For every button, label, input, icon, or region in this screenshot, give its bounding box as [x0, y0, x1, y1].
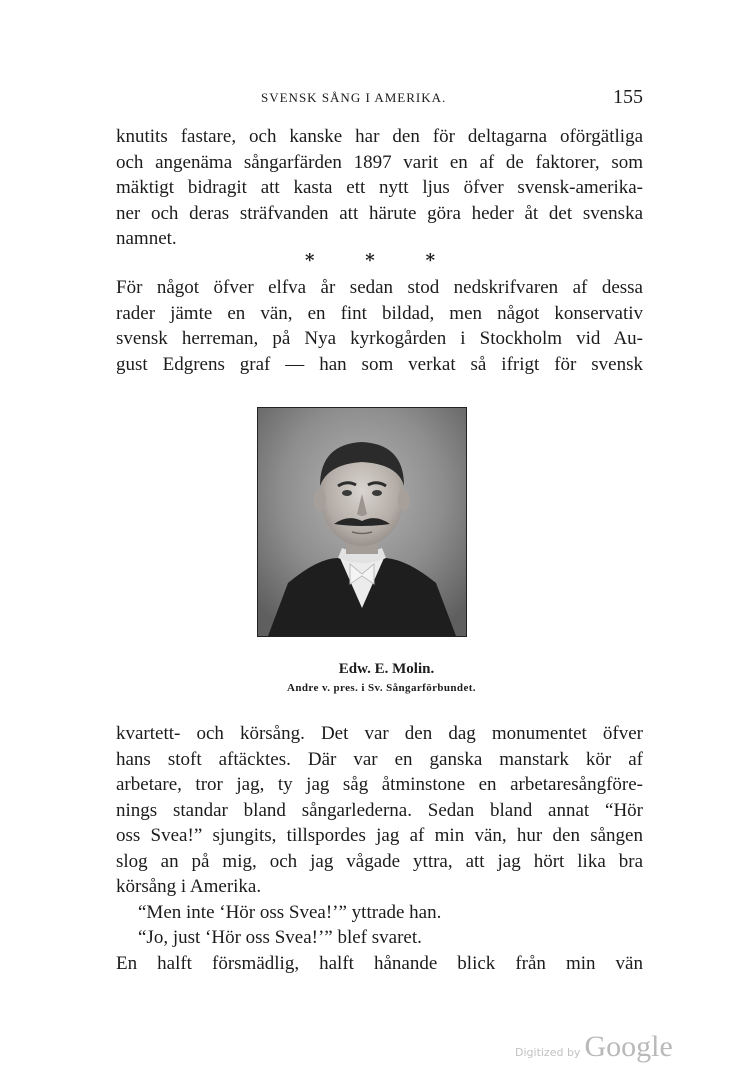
running-title: SVENSK SÅNG I AMERIKA. — [261, 90, 447, 105]
page-header — [113, 86, 643, 110]
text-line: rader jämte en vän, en fint bildad, men något konservativ — [116, 302, 643, 324]
google-logo: Google — [584, 1030, 673, 1063]
separator-asterisk: * — [425, 250, 435, 271]
paragraph-middle — [116, 275, 643, 377]
text-line: mäktigt bidragit att kasta ett nytt ljus öfver svensk-amerika- — [116, 177, 643, 198]
text-line: “Jo, just ‘Hör oss Svea!’” blef svaret. — [138, 927, 422, 948]
text-line: oss Svea!” sjungits, tillspordes jag af min vän, hur den sången — [116, 825, 643, 846]
text-line: hans stoft aftäcktes. Där var en ganska manstark kör af — [116, 748, 643, 770]
text-line: För något öfver elfva år sedan stod nedskrifvaren af dessa — [116, 277, 643, 298]
paragraph-top — [116, 124, 643, 252]
portrait-illustration — [258, 408, 466, 636]
text-line: slog an på mig, och jag vågade yttra, att jag hört lika bra — [116, 850, 643, 872]
photo-caption-name: Edw. E. Molin. — [338, 661, 435, 677]
text-line: gust Edgrens graf — han som verkat så ifrigt för svensk — [116, 353, 643, 375]
digitized-watermark — [515, 1030, 673, 1064]
watermark-digitized-by: Digitized by — [515, 1046, 581, 1059]
section-separator — [305, 250, 435, 271]
text-line: körsång i Amerika. — [116, 876, 262, 897]
text-line: och angenäma sångarfärden 1897 varit en af de faktorer, som — [116, 151, 643, 173]
text-line: ner och deras sträfvanden att härute göra heder åt det svenska — [116, 202, 643, 224]
text-line: kvartett- och körsång. Det var den dag monumentet öfver — [116, 723, 643, 744]
text-line: namnet. — [116, 228, 177, 249]
page-number: 155 — [613, 86, 643, 108]
text-line: nings standar bland sångarlederna. Sedan bland annat “Hör — [116, 799, 643, 821]
separator-asterisk: * — [365, 250, 375, 271]
portrait-photo — [257, 407, 467, 637]
separator-asterisk: * — [305, 250, 315, 271]
text-line: svensk herreman, på Nya kyrkogården i Stockholm vid Au- — [116, 328, 643, 349]
paragraph-bottom — [116, 721, 643, 976]
text-line: “Men inte ‘Hör oss Svea!’” yttrade han. — [138, 901, 442, 923]
photo-caption-role: Andre v. pres. i Sv. Sångarförbundet. — [287, 682, 476, 694]
text-line: En halft försmädlig, halft hånande blick från min vän — [116, 952, 643, 974]
text-line: arbetare, tror jag, ty jag såg åtminstone en arbetaresångföre- — [116, 774, 643, 795]
text-line: knutits fastare, och kanske har den för deltagarna oförgätliga — [116, 126, 643, 147]
